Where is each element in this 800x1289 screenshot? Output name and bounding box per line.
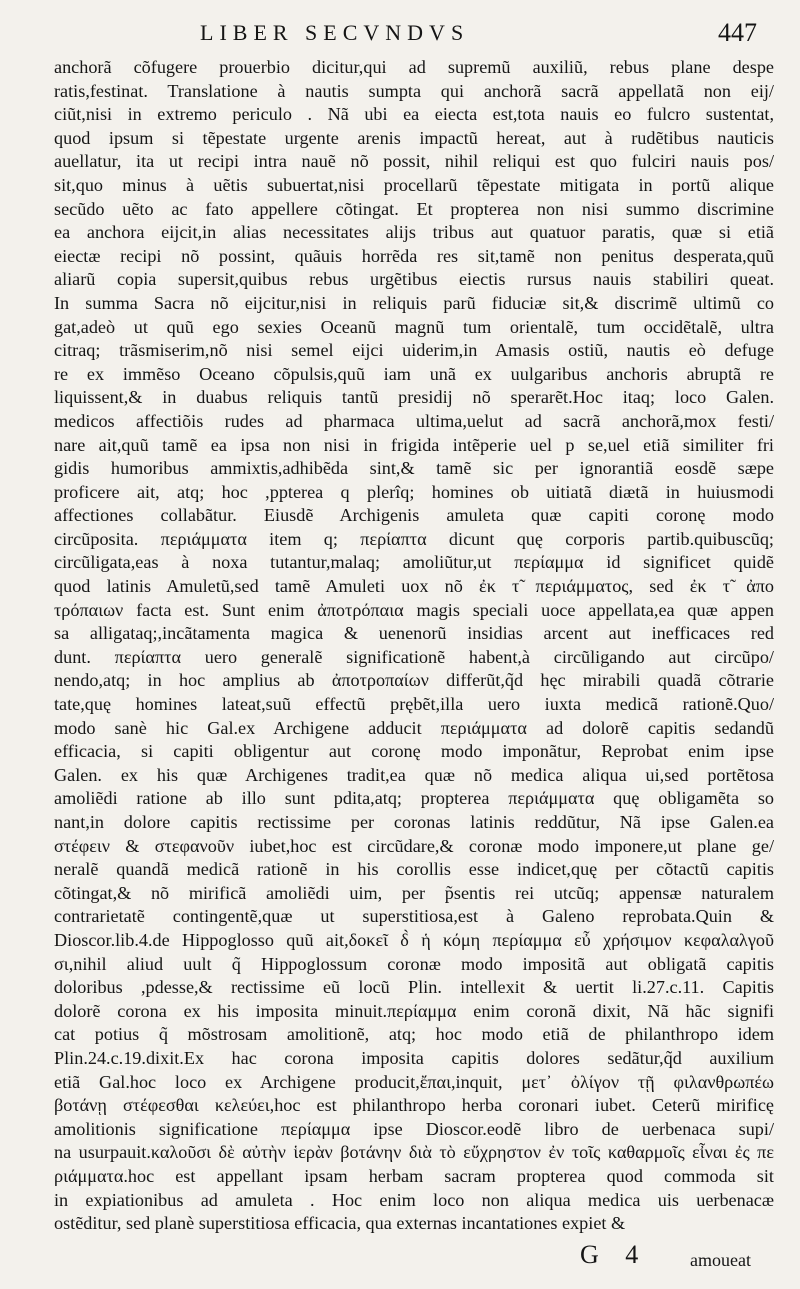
text-line: etiã Gal.hoc loco ex Archigene producit,ἔπαι,inquit, μετ᾿ ὀλίγον τῇ φιλανθρωπέω xyxy=(54,1071,774,1092)
text-line: doloribus ,pdesse,& rectissime eũ locũ Plin. intellexit & uertit li.27.c.11. Capitis xyxy=(54,977,774,998)
text-line: aliarũ copia supersit,quibus rebus urgẽtibus eiectis rursus nauis stabiliri queat. xyxy=(54,269,774,290)
text-line: nant,in dolore capitis rectissime per coronas latinis reddũtur, Nã ipse Galen.ea xyxy=(54,812,774,832)
text-line: circũligata,eas à noxa tutantur,malaq; amoliũtur,ut περίαμμα id significet quidẽ xyxy=(54,552,774,573)
text-line: eiectæ recipi nõ possint, quãuis horrẽda res sit,tamẽ non penitus desperata,quũ xyxy=(54,245,774,266)
text-line: In summa Sacra nõ eijcitur,nisi in reliquis parũ fiduciæ sit,& discrimẽ ultimũ co xyxy=(54,292,774,313)
text-line: ostẽditur, sed planè superstitiosa efficacia, qua externas incantationes expiet & xyxy=(54,1213,626,1234)
body-text xyxy=(54,56,774,1236)
text-line: sit,quo minus à uẽtis subuertat,nisi procellarũ tẽpestate mitigata in portũ alique xyxy=(54,174,774,195)
text-line: circũposita. περιάμματα item q; περίαπτα dicunt quę corporis partib.quibuscũq; xyxy=(54,528,774,549)
text-line: Dioscor.lib.4.de Hippoglosso quũ ait,δοκεῖ δ̀ ἡ κόμη περίαμμα εὖ χρήσιμον κεφαλαλγοῦ xyxy=(54,929,774,950)
text-line: amoliẽdi ratione ab illo sunt pdita,atq; propterea περιάμματα quę obligamẽta so xyxy=(54,788,774,809)
catchword: amoueat xyxy=(690,1250,751,1270)
page-footer xyxy=(0,1240,800,1274)
text-line: quod latinis Amuletũ,sed tamẽ Amuleti uox nõ ἐκ τ̃ περιάμματος, sed ἐκ τ̃ ἀπο xyxy=(54,576,774,597)
text-line: contrarietatẽ contingentẽ,quæ ut superstitiosa,est à Galeno reprobata.Quin & xyxy=(54,906,774,927)
text-line: ciũt,nisi in extremo periculo . Nã ubi ea eiecta est,tota nauis eo fulcro sustentat, xyxy=(54,104,774,125)
text-line: modo sanè hic Gal.ex Archigene adducit περιάμματα ad dolorẽ capitis sedandũ xyxy=(54,717,774,738)
text-line: tate,quę homines lateat,suũ effectũ prębẽt,illa uero iuxta medicã rationẽ.Quo/ xyxy=(54,694,774,715)
text-line: amolitionis significatione περίαμμα ipse Dioscor.eodẽ libro de uerbenaca supi/ xyxy=(54,1118,774,1139)
text-line: liquissent,& in duabus reliquis tantũ presidij nõ sperarẽt.Hoc itaq; loco Galen. xyxy=(54,387,774,408)
text-line: secũdo uẽto ac fato appellere cõtingat. Et propterea non nisi summo discrimine xyxy=(54,198,774,219)
text-line: gidis humoribus ammixtis,adhibẽda sint,& tamẽ sic per ignorantiã eosdẽ sæpe xyxy=(54,458,774,479)
text-line: re ex immẽso Oceano cõpulsis,quũ iam unã ex uulgaribus anchoris abruptã re xyxy=(54,363,774,384)
text-line: anchorã cõfugere prouerbio dicitur,qui ad supremũ auxiliũ, rebus plane despe xyxy=(54,57,774,77)
text-line: medicos affectiõis rudes ad pharmaca ultima,uelut ad sacrã anchorã,mox festi/ xyxy=(54,410,774,431)
text-line: ea anchora eijcit,in alias necessitates alijs tribus aut quatuor paratis, quæ si etiã xyxy=(54,222,774,243)
text-line: neralẽ quandã medicã rationẽ in his corollis esse indicet,quę per cõtactũ capitis xyxy=(54,859,774,880)
text-line: Galen. ex his quæ Archigenes tradit,ea quæ nõ medica aliqua ui,sed portẽtosa xyxy=(54,764,774,785)
text-line: ριάμματα.hoc est appellant ipsam herbam sacram propterea quod commoda sit xyxy=(54,1165,774,1186)
text-line: βοτάνῃ στέφεσθαι κελεύει,hoc est philanthropo herba coronari iubet. Ceterũ mirificę xyxy=(54,1095,774,1116)
text-line: σι,nihil aliud uult q̃ Hippoglossum coronæ modo impositã aut obligatã capitis xyxy=(54,953,774,974)
text-line: dunt. περίαπτα uero generalẽ significationẽ habent,à circũligando aut circũpo/ xyxy=(54,646,774,667)
text-line: sa alligataq;,incãtamenta magica & uenenorũ insidias arcent aut inefficaces red xyxy=(54,623,774,644)
text-line: Plin.24.c.19.dixit.Ex hac corona imposita capitis dolores sedãtur,q̃d auxilium xyxy=(54,1047,774,1068)
text-line: dolorẽ corona ex his imposita minuit.περίαμμα enim coronã dixit, Nã hãc signifi xyxy=(54,1000,774,1021)
text-line: cat potius q̃ mõstrosam amolitionẽ, atq; hoc modo etiã de philanthropo idem xyxy=(54,1024,774,1045)
text-line: affectiones collabãtur. Eiusdẽ Archigenis amuleta quæ capiti coronę modo xyxy=(54,505,774,526)
page-number: 447 xyxy=(718,18,757,47)
text-line: quod ipsum si tẽpestate urgente arenis impactũ hereat, aut à rudẽtibus nauticis xyxy=(54,127,774,148)
text-line: auellatur, ita ut recipi intra nauẽ nõ possit, nihil reliqui est quo fulciri nauis pos/ xyxy=(54,151,774,172)
text-line: nare ait,quũ tamẽ ea ipsa non nisi in frigida intẽperie uel p se,uel etiã similiter fri xyxy=(54,434,774,455)
signature-mark: G 4 xyxy=(580,1240,649,1269)
text-line: in expiationibus ad amuleta . Hoc enim loco non aliqua medica uis uerbenacæ xyxy=(54,1189,774,1210)
text-line: na usurpauit.καλοῦσι δὲ αὐτὴν ἱερὰν βοτάνην διὰ τὸ εὔχρηστον ἐν τοῖς καθαρμοῖς εἶναι ἐς πε xyxy=(54,1142,774,1163)
text-line: nendo,atq; in hoc amplius ab ἀποτροπαίων differũt,q̃d hęc mirabili quadã cõtrarie xyxy=(54,670,774,691)
text-line: ratis,festinat. Translatione à nautis sumpta qui anchorã sacrã appellatã non eij/ xyxy=(54,80,774,101)
text-line: citraq; trãsmiserim,nõ nisi semel eijci uiderim,in Amasis ostiũ, nautis eò defuge xyxy=(54,340,774,361)
text-line: τρόπαιων facta est. Sunt enim ἀποτρόπαια magis speciali uoce appellata,ea quæ appen xyxy=(54,599,774,620)
running-head: LIBER SECVNDVS xyxy=(200,20,470,45)
text-line: proficere ait, atq; hoc ,ppterea q plerîq; homines ob uitiatã diætã in huiusmodi xyxy=(54,481,774,502)
text-line: cõtingat,& nõ mirificã amoliẽdi uim, per p̃sentis rei utcũq; appensæ naturalem xyxy=(54,882,774,903)
text-line: gat,adeò ut quũ ego sexies Oceanũ magnũ tum orientalẽ, tum occidẽtalẽ, ultra xyxy=(54,316,774,337)
text-line: efficacia, si capiti obligentur aut coronę modo imponãtur, Reprobat enim ipse xyxy=(54,741,774,762)
text-line: στέφειν & στεφανοῦν iubet,hoc est circũdare,& coronæ modo imponere,ut plane ge/ xyxy=(54,835,774,856)
